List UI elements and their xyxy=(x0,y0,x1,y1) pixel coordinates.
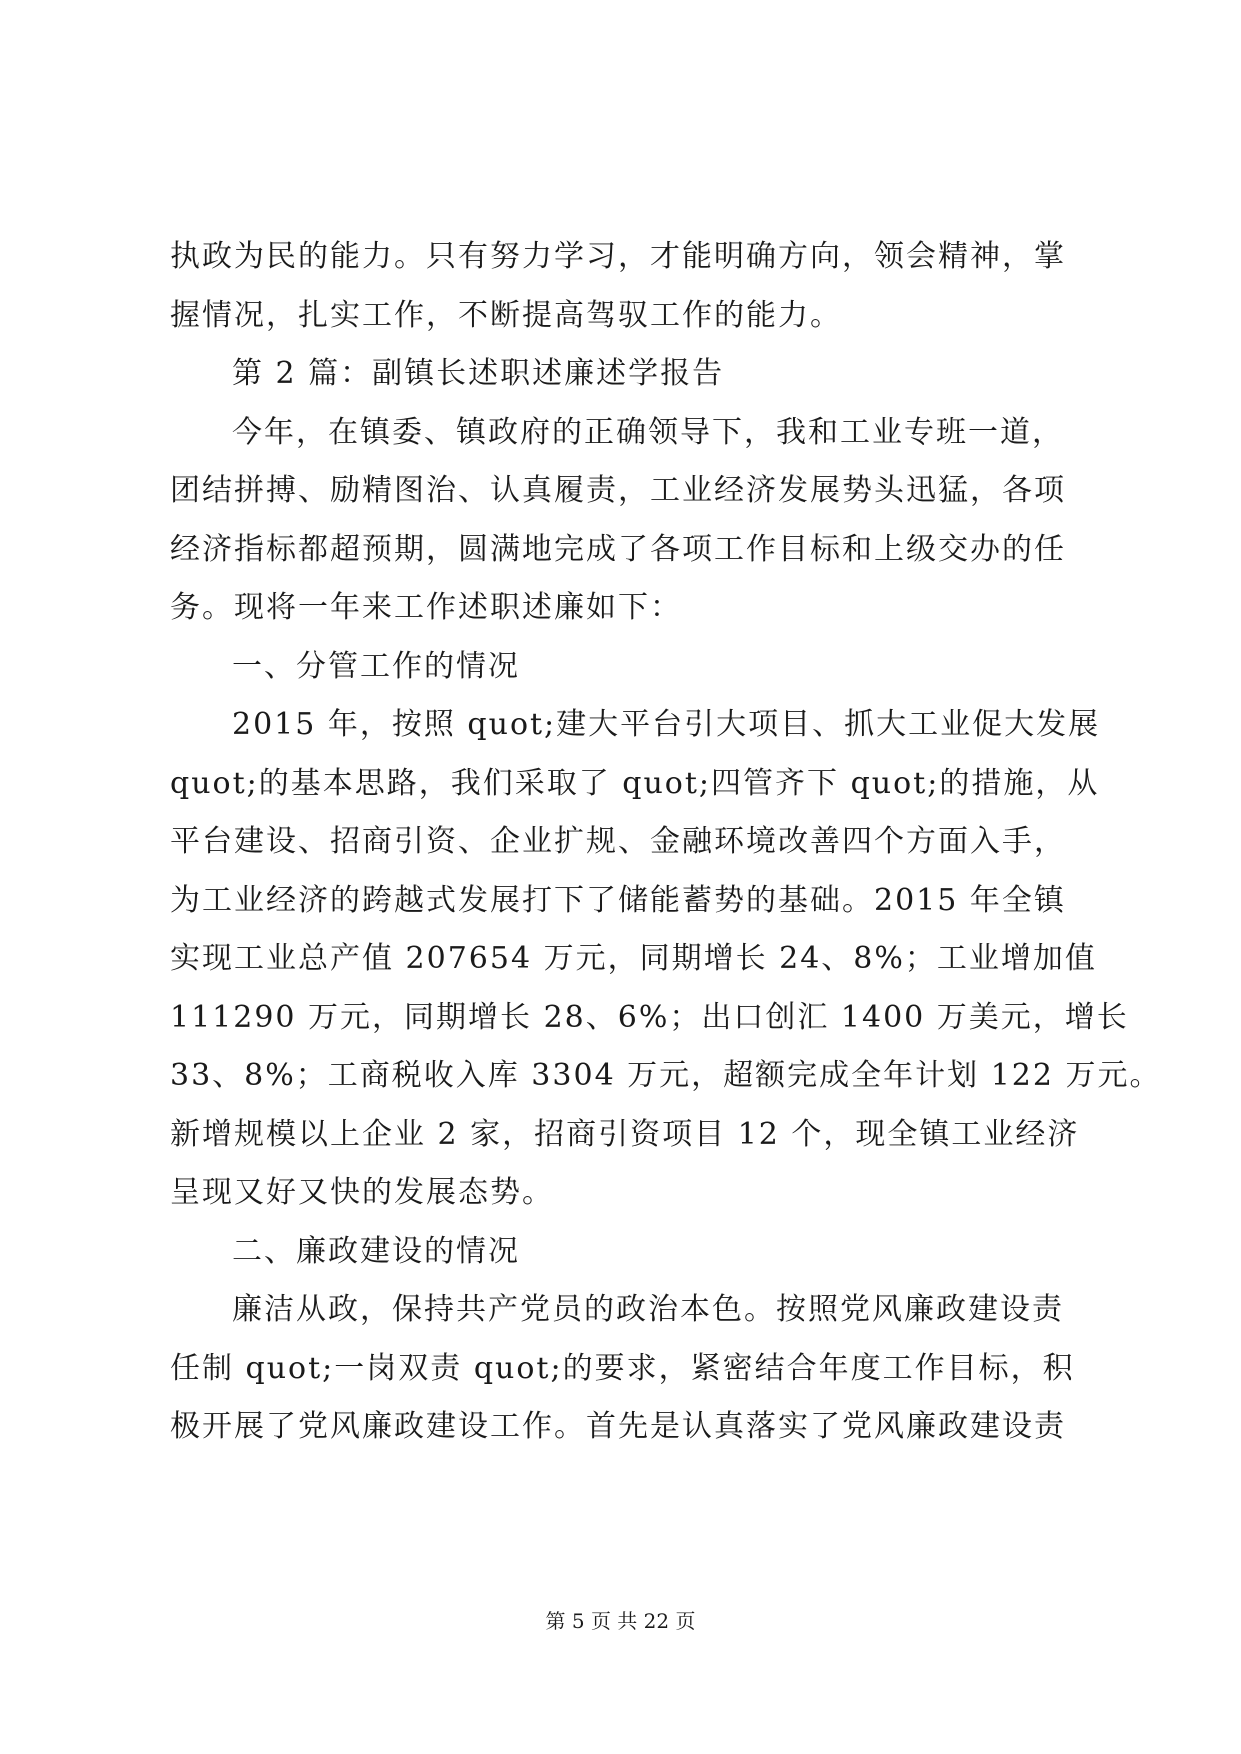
text-line: 呈现又好又快的发展态势。 xyxy=(170,1175,554,1210)
text-line: 执政为民的能力。只有努力学习，才能明确方向，领会精神，掌 xyxy=(170,239,1066,274)
text-line: 团结拼搏、励精图治、认真履责，工业经济发展势头迅猛，各项 xyxy=(170,473,1066,508)
text-line: 极开展了党风廉政建设工作。首先是认真落实了党风廉政建设责 xyxy=(170,1409,1066,1444)
text-line: 111290 万元，同期增长 28、6%；出口创汇 1400 万美元，增长 xyxy=(170,999,1129,1035)
text-line: 务。现将一年来工作述职述廉如下： xyxy=(170,590,682,625)
page-number-footer: 第 5 页 共 22 页 xyxy=(545,1609,696,1633)
text-line: 二、廉政建设的情况 xyxy=(232,1233,520,1269)
text-line: 33、8%；工商税收入库 3304 万元，超额完成全年计划 122 万元。 xyxy=(170,1058,1162,1093)
text-line: 平台建设、招商引资、企业扩规、金融环境改善四个方面入手， xyxy=(170,824,1066,859)
text-line: 第 2 篇：副镇长述职述廉述学报告 xyxy=(232,356,725,391)
text-line: 一、分管工作的情况 xyxy=(232,648,520,684)
text-line: quot;的基本思路，我们采取了 quot;四管齐下 quot;的措施，从 xyxy=(170,765,1100,801)
text-line: 廉洁从政，保持共产党员的政治本色。按照党风廉政建设责 xyxy=(232,1292,1064,1327)
text-line: 实现工业总产值 207654 万元，同期增长 24、8%；工业增加值 xyxy=(170,941,1097,976)
text-line: 任制 quot;一岗双责 quot;的要求，紧密结合年度工作目标，积 xyxy=(170,1350,1075,1386)
text-line: 2015 年，按照 quot;建大平台引大项目、抓大工业促大发展 xyxy=(232,707,1101,742)
text-line: 今年，在镇委、镇政府的正确领导下，我和工业专班一道， xyxy=(232,414,1064,450)
text-line: 新增规模以上企业 2 家，招商引资项目 12 个，现全镇工业经济 xyxy=(170,1116,1080,1152)
text-line: 握情况，扎实工作，不断提高驾驭工作的能力。 xyxy=(170,297,842,333)
text-line: 经济指标都超预期，圆满地完成了各项工作目标和上级交办的任 xyxy=(170,531,1066,567)
text-line: 为工业经济的跨越式发展打下了储能蓄势的基础。2015 年全镇 xyxy=(170,882,1066,918)
document-body xyxy=(170,228,1162,1457)
